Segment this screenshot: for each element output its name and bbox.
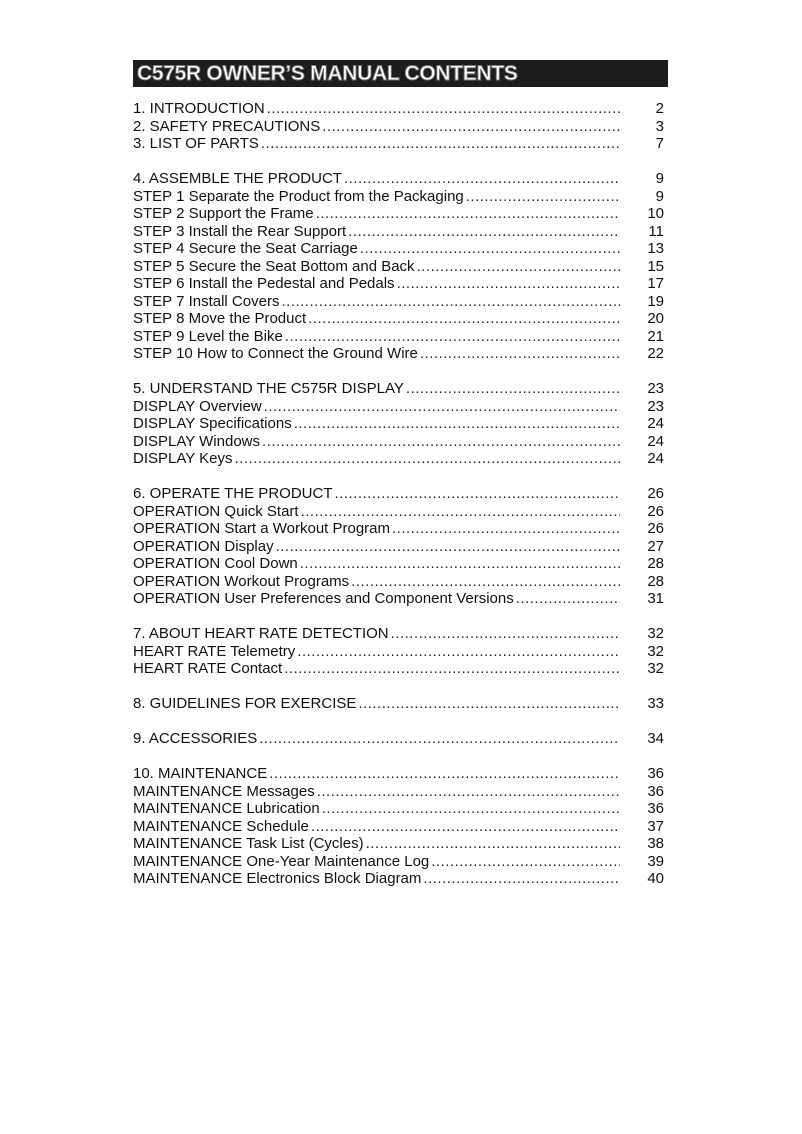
toc-entry-page-number: 32 <box>647 625 664 642</box>
toc-entry-page-number: 15 <box>647 257 664 275</box>
toc-entry-title: STEP 3 Install the Rear Support <box>133 222 347 240</box>
toc-entry[interactable] <box>133 345 664 363</box>
toc-entry[interactable] <box>133 783 664 801</box>
toc-group <box>133 765 664 888</box>
toc-entry-page-number: 7 <box>655 135 664 152</box>
toc-entry-page-number: 37 <box>647 817 664 835</box>
dot-leader <box>301 503 620 521</box>
dot-leader <box>366 835 620 853</box>
toc-entry[interactable] <box>133 503 664 521</box>
toc-entry[interactable] <box>133 625 664 643</box>
toc-entry[interactable] <box>133 188 664 206</box>
toc-entry-title: MAINTENANCE Messages <box>133 782 315 800</box>
toc-entry-title: MAINTENANCE Electronics Block Diagram <box>133 870 422 887</box>
toc-entry-title: STEP 5 Secure the Seat Bottom and Back <box>133 257 415 275</box>
toc-group <box>133 100 664 153</box>
toc-entry-page-number: 39 <box>647 852 664 870</box>
toc-entry-title: 6. OPERATE THE PRODUCT <box>133 485 333 502</box>
toc-entry-page-number: 26 <box>647 502 664 520</box>
toc-entry[interactable] <box>133 240 664 258</box>
toc-entry[interactable] <box>133 538 664 556</box>
toc-entry-title: MAINTENANCE One-Year Maintenance Log <box>133 852 430 870</box>
dot-leader <box>322 118 620 136</box>
toc-entry-title: HEART RATE Contact <box>133 660 283 677</box>
toc-entry[interactable] <box>133 660 664 678</box>
dot-leader <box>397 275 620 293</box>
toc-entry[interactable] <box>133 258 664 276</box>
toc-entry-page-number: 33 <box>647 695 664 712</box>
toc-entry[interactable] <box>133 643 664 661</box>
toc-entry[interactable] <box>133 310 664 328</box>
toc-entry[interactable] <box>133 590 664 608</box>
toc-entry-page-number: 24 <box>647 432 664 450</box>
toc-entry-title: STEP 10 How to Connect the Ground Wire <box>133 345 418 362</box>
toc-entry-title: 3. LIST OF PARTS <box>133 135 259 152</box>
toc-group <box>133 730 664 748</box>
toc-group <box>133 170 664 363</box>
toc-entry-page-number: 32 <box>647 642 664 660</box>
toc-entry-title: STEP 8 Move the Product <box>133 310 307 327</box>
dot-leader <box>308 310 620 328</box>
dot-leader <box>269 765 620 783</box>
toc-entry-title: OPERATION Cool Down <box>133 555 298 572</box>
toc-entry-page-number: 13 <box>647 240 664 257</box>
toc-entry-title: 5. UNDERSTAND THE C575R DISPLAY <box>133 380 404 397</box>
toc-entry-title: DISPLAY Specifications <box>133 415 292 432</box>
toc-entry-title: 9. ACCESSORIES <box>133 730 258 747</box>
toc-entry[interactable] <box>133 800 664 818</box>
toc-entry[interactable] <box>133 573 664 591</box>
toc-entry[interactable] <box>133 293 664 311</box>
toc-entry[interactable] <box>133 135 664 153</box>
toc-entry-page-number: 10 <box>647 205 664 222</box>
toc-entry-page-number: 24 <box>647 415 664 432</box>
dot-leader <box>294 415 620 433</box>
toc-entry-page-number: 27 <box>647 537 664 555</box>
toc-entry-title: 4. ASSEMBLE THE PRODUCT <box>133 170 342 187</box>
dot-leader <box>516 590 620 608</box>
dot-leader <box>406 380 620 398</box>
toc-entry[interactable] <box>133 520 664 538</box>
toc-entry-title: STEP 7 Install Covers <box>133 292 280 310</box>
toc-entry-title: OPERATION Display <box>133 537 274 555</box>
dot-leader <box>317 783 620 801</box>
dot-leader <box>358 695 620 713</box>
toc-entry-page-number: 11 <box>648 222 664 240</box>
toc-entry-title: STEP 4 Secure the Seat Carriage <box>133 240 358 257</box>
toc-entry-title: STEP 9 Level the Bike <box>133 327 283 345</box>
toc-entry[interactable] <box>133 100 664 118</box>
dot-leader <box>285 328 620 346</box>
toc-entry[interactable] <box>133 118 664 136</box>
dot-leader <box>348 223 620 241</box>
toc-entry-page-number: 3 <box>655 117 664 135</box>
toc-entry[interactable] <box>133 765 664 783</box>
toc-entry[interactable] <box>133 415 664 433</box>
toc-entry[interactable] <box>133 818 664 836</box>
toc-entry[interactable] <box>133 730 664 748</box>
page-title: C575R OWNER’S MANUAL CONTENTS <box>137 62 518 85</box>
toc-entry-title: 10. MAINTENANCE <box>133 765 268 782</box>
toc-entry-title: 7. ABOUT HEART RATE DETECTION <box>133 625 389 642</box>
toc-entry-title: OPERATION Workout Programs <box>133 572 350 590</box>
toc-entry[interactable] <box>133 433 664 451</box>
toc-entry-page-number: 22 <box>647 345 664 362</box>
table-of-contents <box>133 100 664 905</box>
toc-group <box>133 380 664 468</box>
dot-leader <box>264 398 620 416</box>
toc-entry-page-number: 36 <box>647 800 664 817</box>
dot-leader <box>267 100 620 118</box>
dot-leader <box>276 538 620 556</box>
toc-entry-title: STEP 2 Support the Frame <box>133 205 314 222</box>
toc-entry-page-number: 40 <box>647 870 664 887</box>
dot-leader <box>420 345 620 363</box>
dot-leader <box>423 870 620 888</box>
dot-leader <box>297 643 620 661</box>
dot-leader <box>235 450 621 468</box>
toc-entry-title: STEP 6 Install the Pedestal and Pedals <box>133 275 395 292</box>
toc-entry[interactable] <box>133 328 664 346</box>
dot-leader <box>344 170 620 188</box>
toc-entry-title: MAINTENANCE Lubrication <box>133 800 320 817</box>
toc-entry[interactable] <box>133 450 664 468</box>
toc-entry[interactable] <box>133 275 664 293</box>
dot-leader <box>391 625 620 643</box>
toc-entry[interactable] <box>133 835 664 853</box>
toc-entry-page-number: 23 <box>647 380 664 397</box>
toc-entry-title: DISPLAY Windows <box>133 432 260 450</box>
toc-entry-page-number: 28 <box>647 572 664 590</box>
dot-leader <box>360 240 620 258</box>
dot-leader <box>351 573 620 591</box>
toc-entry-title: OPERATION Quick Start <box>133 502 299 520</box>
dot-leader <box>322 800 620 818</box>
toc-entry-title: 8. GUIDELINES FOR EXERCISE <box>133 695 357 712</box>
toc-entry-page-number: 20 <box>647 310 664 327</box>
toc-entry[interactable] <box>133 853 664 871</box>
dot-leader <box>334 485 620 503</box>
toc-entry-page-number: 28 <box>647 555 664 572</box>
toc-entry-title: OPERATION Start a Workout Program <box>133 520 391 537</box>
toc-group <box>133 625 664 678</box>
toc-entry[interactable] <box>133 398 664 416</box>
toc-entry[interactable] <box>133 223 664 241</box>
toc-entry-title: DISPLAY Keys <box>133 450 233 467</box>
toc-entry-page-number: 34 <box>647 730 664 747</box>
toc-entry-page-number: 17 <box>647 275 664 292</box>
dot-leader <box>300 555 620 573</box>
dot-leader <box>311 818 620 836</box>
toc-entry-page-number: 36 <box>647 782 664 800</box>
toc-entry-title: MAINTENANCE Schedule <box>133 817 309 835</box>
toc-entry[interactable] <box>133 870 664 888</box>
contents-title-bar <box>133 60 668 87</box>
dot-leader <box>281 293 620 311</box>
toc-entry-page-number: 9 <box>655 187 664 205</box>
toc-entry-page-number: 26 <box>647 485 664 502</box>
toc-entry[interactable] <box>133 695 664 713</box>
toc-entry[interactable] <box>133 485 664 503</box>
dot-leader <box>284 660 620 678</box>
toc-entry-title: MAINTENANCE Task List (Cycles) <box>133 835 364 852</box>
toc-entry[interactable] <box>133 555 664 573</box>
toc-entry-title: STEP 1 Separate the Product from the Packaging <box>133 187 464 205</box>
toc-entry[interactable] <box>133 380 664 398</box>
toc-group <box>133 695 664 713</box>
toc-entry-page-number: 23 <box>647 397 664 415</box>
toc-entry-title: OPERATION User Preferences and Component Versions <box>133 590 514 607</box>
toc-entry-page-number: 19 <box>647 292 664 310</box>
toc-entry-page-number: 21 <box>647 327 664 345</box>
dot-leader <box>417 258 620 276</box>
dot-leader <box>392 520 620 538</box>
toc-entry[interactable] <box>133 170 664 188</box>
dot-leader <box>261 135 620 153</box>
toc-entry-title: 1. INTRODUCTION <box>133 100 265 117</box>
toc-entry-page-number: 31 <box>647 590 664 607</box>
toc-entry-title: DISPLAY Overview <box>133 397 262 415</box>
toc-entry-page-number: 38 <box>647 835 664 852</box>
toc-entry-page-number: 24 <box>647 450 664 467</box>
toc-entry-title: 2. SAFETY PRECAUTIONS <box>133 117 321 135</box>
dot-leader <box>316 205 620 223</box>
dot-leader <box>259 730 620 748</box>
toc-entry[interactable] <box>133 205 664 223</box>
toc-entry-page-number: 36 <box>647 765 664 782</box>
toc-entry-page-number: 26 <box>647 520 664 537</box>
dot-leader <box>431 853 620 871</box>
toc-entry-title: HEART RATE Telemetry <box>133 642 296 660</box>
toc-entry-page-number: 2 <box>655 100 664 117</box>
toc-group <box>133 485 664 608</box>
dot-leader <box>466 188 620 206</box>
toc-entry-page-number: 9 <box>655 170 664 187</box>
dot-leader <box>262 433 620 451</box>
toc-entry-page-number: 32 <box>647 660 664 677</box>
